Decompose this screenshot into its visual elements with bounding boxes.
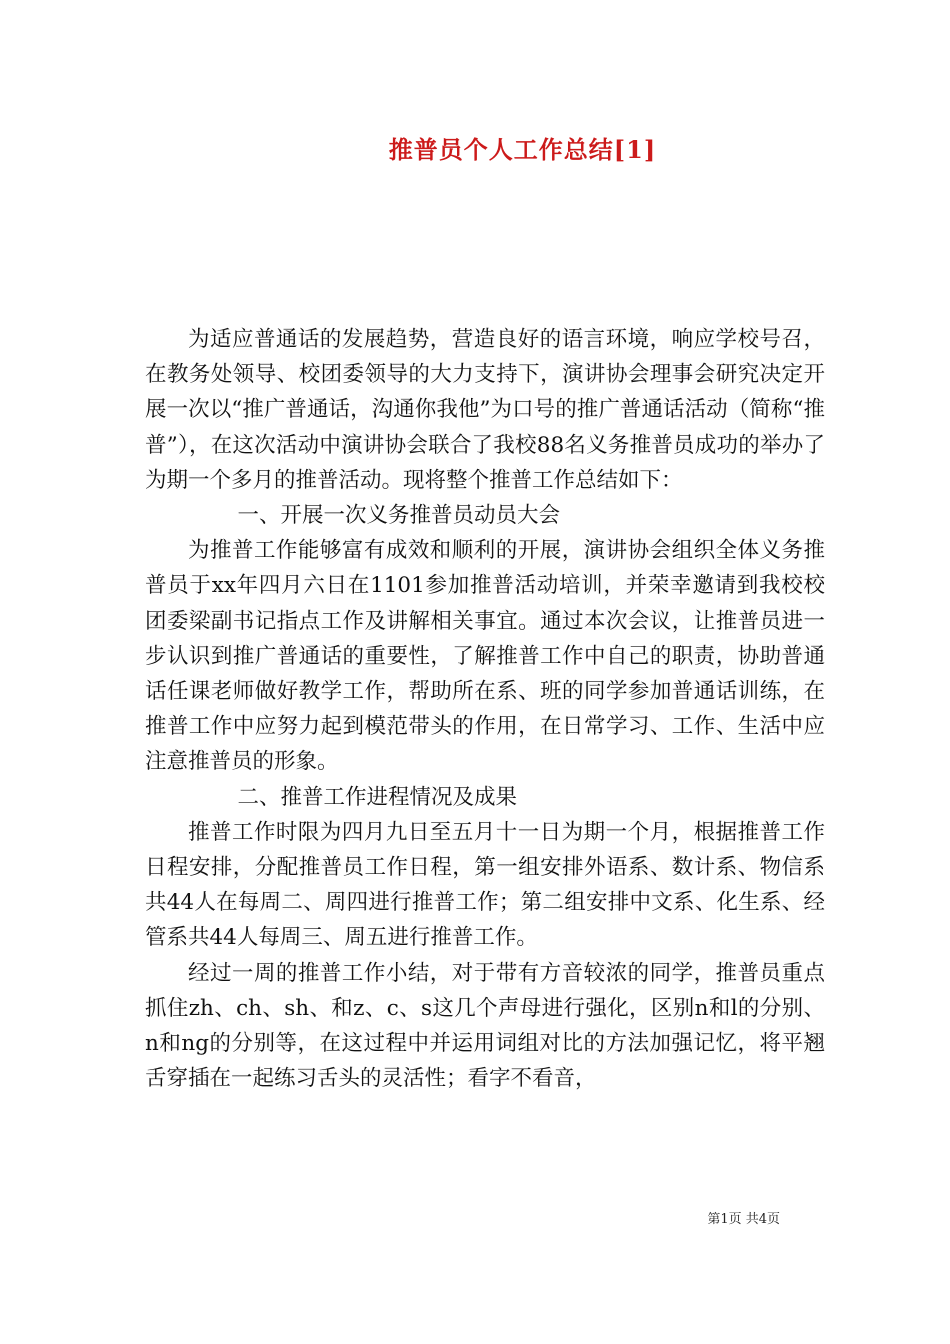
section-1-heading: 一、开展一次义务推普员动员大会 — [237, 503, 560, 529]
section-2-heading: 二、推普工作进程情况及成果 — [237, 784, 517, 810]
section-1-paragraph: 为推普工作能够富有成效和顺利的开展，演讲协会组织全体义务推普员于xx年四月六日在1101参加推普活动培训，并荣幸邀请到我校校团委梁副书记指点工作及讲解相关事宜。通过本次会议，让推普员进一步认识到推广普通话的重要性，了解推普工作中自己的职责，协助普通话任课老师做好教学工作，帮助所在系、班的同学参加普通话训练，在推普工作中应努力起到模范带头的作用，在日常学习、工作、生活中应注意推普员的形象。 — [145, 538, 825, 775]
document-title: 推普员个人工作总结[1] — [388, 135, 657, 164]
section-2-paragraph-1: 推普工作时限为四月九日至五月十一日为期一个月，根据推普工作日程安排，分配推普员工作日程，第一组安排外语系、数计系、物信系共44人在每周二、周四进行推普工作；第二组安排中文系、化生系、经管系共44人每周三、周五进行推普工作。 — [145, 819, 825, 951]
intro-paragraph: 为适应普通话的发展趋势，营造良好的语言环境，响应学校号召，在教务处领导、校团委领导的大力支持下，演讲协会理事会研究决定开展一次以“推广普通话，沟通你我他”为口号的推广普通话活动（简称“推普”），在这次活动中演讲协会联合了我校88名义务推普员成功的举办了为期一个多月的推普活动。现将整个推普工作总结如下： — [145, 327, 825, 493]
section-2-paragraph-2: 经过一周的推普工作小结，对于带有方音较浓的同学，推普员重点抓住zh、ch、sh、和z、c、s这几个声母进行强化，区别n和l的分别、n和ng的分别等，在这过程中并运用词组对比的方法加强记忆，将平翘舌穿插在一起练习舌头的灵活性；看字不看音， — [145, 960, 825, 1092]
document-body — [145, 322, 825, 1096]
page-number-footer: 第1页 共4页 — [707, 1212, 780, 1227]
